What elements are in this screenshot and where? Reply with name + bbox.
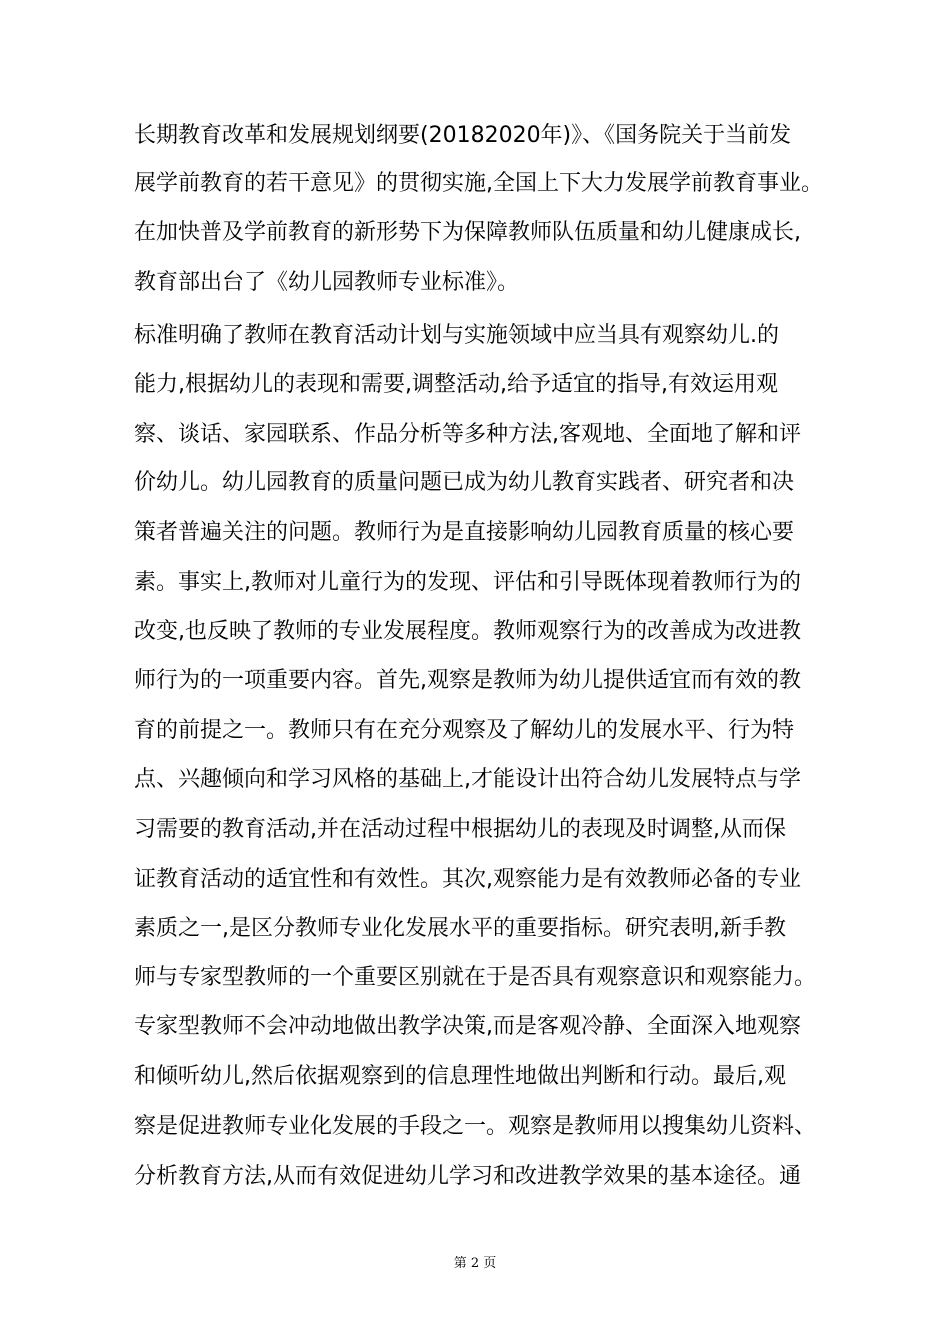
text-line-12: 师行为的一项重要内容。首先,观察是教师为幼儿提供适宜而有效的教 [134,668,801,693]
text-line-13: 育的前提之一。教师只有在充分观察及了解幼儿的发展水平、行为特 [134,718,795,743]
text-line-11: 改变,也反映了教师的专业发展程度。教师观察行为的改善成为改进教 [134,619,801,644]
text-line-17: 素质之一,是区分教师专业化发展水平的重要指标。研究表明,新手教 [134,916,786,941]
text-line-4: 教育部出台了《幼儿园教师专业标准》。 [134,270,520,295]
text-line-22: 分析教育方法,从而有效促进幼儿学习和改进教学效果的基本途径。通 [134,1164,801,1189]
page-number-footer: 第 2 页 [453,1256,497,1271]
text-line-20: 和倾听幼儿,然后依据观察到的信息理性地做出判断和行动。最后,观 [134,1064,786,1089]
text-line-14: 点、兴趣倾向和学习风格的基础上,才能设计出符合幼儿发展特点与学 [134,767,801,792]
text-line-7: 察、谈话、家园联系、作品分析等多种方法,客观地、全面地了解和评 [134,422,801,447]
text-line-6: 能力,根据幼儿的表现和需要,调整活动,给予适宜的指导,有效运用观 [134,372,778,397]
text-line-21: 察是促进教师专业化发展的手段之一。观察是教师用以搜集幼儿资料、 [134,1114,817,1139]
text-line-9: 策者普遍关注的问题。教师行为是直接影响幼儿园教育质量的核心要 [134,520,795,545]
text-line-1: 长期教育改革和发展规划纲要(20182020年)》、《国务院关于当前发 [134,123,792,148]
text-line-5: 标准明确了教师在教育活动计划与实施领域中应当具有观察幼儿.的 [134,323,779,348]
text-line-8: 价幼儿。幼儿园教育的质量问题已成为幼儿教育实践者、研究者和决 [134,470,795,495]
text-line-2: 展学前教育的若干意见》的贯彻实施,全国上下大力发展学前教育事业。 [134,171,823,196]
text-line-10: 素。事实上,教师对儿童行为的发现、评估和引导既体现着教师行为的 [134,570,801,595]
text-line-19: 专家型教师不会冲动地做出教学决策,而是客观冷静、全面深入地观察 [134,1014,801,1039]
text-line-15: 习需要的教育活动,并在活动过程中根据幼儿的表现及时调整,从而保 [134,817,786,842]
text-line-18: 师与专家型教师的一个重要区别就在于是否具有观察意识和观察能力。 [134,965,817,990]
text-line-16: 证教育活动的适宜性和有效性。其次,观察能力是有效教师必备的专业 [134,867,801,892]
text-line-3: 在加快普及学前教育的新形势下为保障教师队伍质量和幼儿健康成长, [134,220,801,245]
